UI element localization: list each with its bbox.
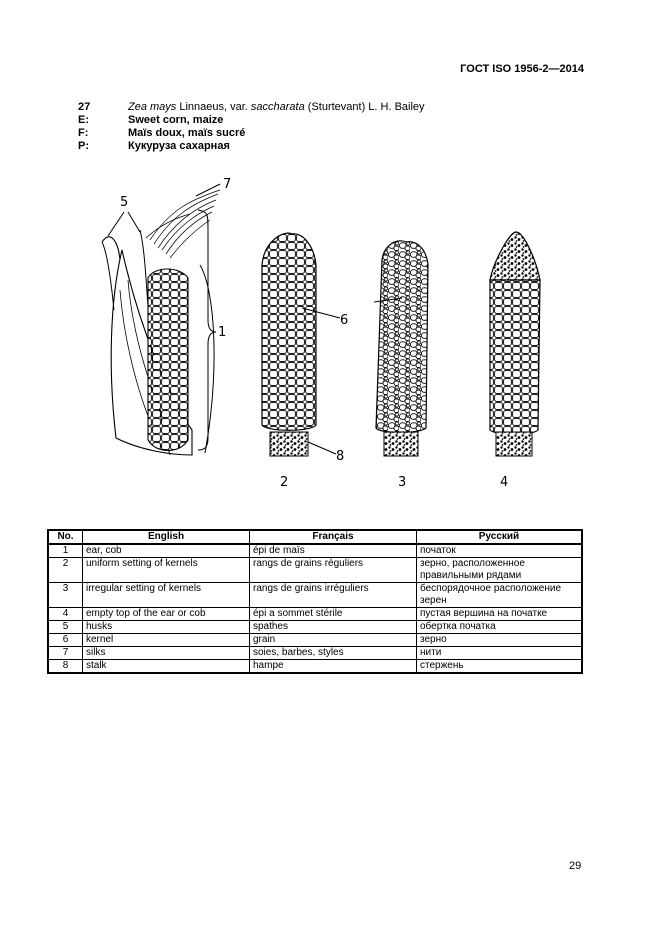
standard-code: ГОСТ ISO 1956-2—2014 [460,63,584,75]
cell-no: 1 [48,544,83,558]
callout-8: 8 [336,449,345,464]
cell-english: ear, cob [83,544,250,558]
table-header-row [48,530,582,544]
table-row [48,621,582,634]
cell-russian: початок [417,544,583,558]
entry-russian-row [78,140,425,153]
cell-french: grain [250,634,417,647]
cell-no: 3 [48,583,83,608]
panel-label-2: 2 [280,475,289,490]
entry-french-row [78,127,425,140]
entry-latin-row [78,101,425,114]
cell-english: empty top of the ear or cob [83,608,250,621]
latin-variety: saccharata [250,101,305,113]
lang-key-french: F: [78,127,89,139]
cell-russian: зерно [417,634,583,647]
col-header-english: English [83,530,250,544]
cell-russian: зерно, расположенное правильными рядами [417,558,583,583]
cell-english: husks [83,621,250,634]
latin-genus-species: Zea mays [128,101,177,113]
col-header-no: No. [48,530,83,544]
cell-no: 5 [48,621,83,634]
cell-russian: нити [417,647,583,660]
entry-number: 27 [78,101,91,113]
table-row [48,558,582,583]
panel-label-3: 3 [398,475,407,490]
cell-english: stalk [83,660,250,674]
callout-6: 6 [340,313,349,328]
table-row [48,634,582,647]
callout-5: 5 [120,195,129,210]
col-header-french: Français [250,530,417,544]
cell-no: 6 [48,634,83,647]
cell-french: hampe [250,660,417,674]
ear-irregular-kernels [374,241,428,456]
ear-uniform-kernels [262,233,340,456]
cell-french: épi a sommet stérile [250,608,417,621]
terms-table [47,529,583,674]
panel-label-4: 4 [500,475,509,490]
table-row [48,647,582,660]
ear-with-husks [102,184,220,455]
french-name: Maïs doux, maïs sucré [128,127,246,139]
page-number: 29 [569,860,582,872]
entry-heading [78,101,425,153]
corn-illustration [80,170,600,500]
cell-french: épi de maïs [250,544,417,558]
entry-english-row [78,114,425,127]
cell-french: rangs de grains réguliers [250,558,417,583]
cell-english: silks [83,647,250,660]
cell-french: soies, barbes, styles [250,647,417,660]
table-row [48,608,582,621]
col-header-russian: Русский [417,530,583,544]
callout-1: 1 [218,325,227,340]
cell-no: 7 [48,647,83,660]
cell-french: spathes [250,621,417,634]
table-row [48,544,582,558]
callout-7: 7 [223,177,232,192]
cell-russian: пустая вершина на початке [417,608,583,621]
lang-key-english: E: [78,114,89,126]
latin-authority: (Sturtevant) L. H. Bailey [304,101,425,113]
cell-russian: стержень [417,660,583,674]
cell-french: rangs de grains irréguliers [250,583,417,608]
russian-name: Кукуруза сахарная [128,140,230,152]
lang-key-russian: P: [78,140,89,152]
table-row [48,583,582,608]
ear-empty-top [490,232,540,456]
latin-mid: Linnaeus, var. [176,101,251,113]
cell-no: 4 [48,608,83,621]
cell-english: kernel [83,634,250,647]
cell-no: 2 [48,558,83,583]
table-row [48,660,582,674]
cell-russian: беспорядочное расположение зерен [417,583,583,608]
cell-english: irregular setting of kernels [83,583,250,608]
cell-russian: обертка початка [417,621,583,634]
entry-latin-name [128,101,425,114]
english-name: Sweet corn, maize [128,114,224,126]
cell-no: 8 [48,660,83,674]
cell-english: uniform setting of kernels [83,558,250,583]
